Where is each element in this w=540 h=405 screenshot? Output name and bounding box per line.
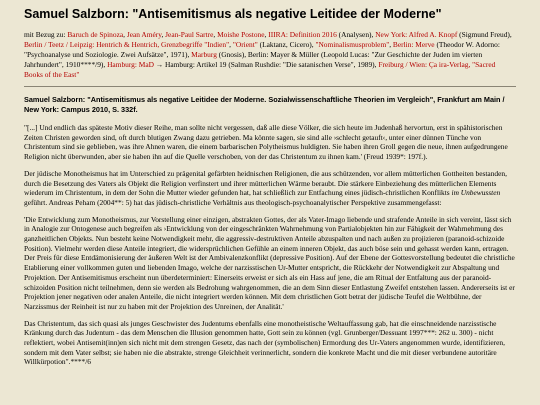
reference-text: mit Bezug zu: (24, 30, 68, 39)
reference-link[interactable]: New York: Alfred A. Knopf (375, 30, 458, 39)
reference-text: → Hamburg: Artikel 19 (Salman Rushdie: "Die satanischen Verse", 1989), (153, 60, 379, 69)
body-paragraph (24, 169, 516, 208)
reference-link[interactable]: Jean Améry (126, 30, 162, 39)
paragraph-text: Das Christentum, das sich quasi als junges Geschwister des Judentums ebenfalls eine monotheistische Weltauffassung gab, hat die einschneidende narzisstische Kränkung durch das Judentum - das dem Menschen die Illusion genommen hatte, Gott sein zu können (vgl. Grunberger/Dessuant 1997***: 262 u. 300) - nicht reflektiert, wobei Antisemit(inn)en sich nicht mit dem strengen Gesetz, das nach der (symbolischen) Ermordung des Ur-Vaters angenommen wurde, identifizieren, sondern mit dem Vater selbst; sie haben nie die abstrakte, strenge Gleichheit verinnerlicht, sondern die konkrete Macht und die mit dieser verbundene autoritäre Willkürpotion".****/6 (24, 318, 505, 367)
italic-text: im Unbewussten (451, 188, 501, 198)
reference-text: , (264, 30, 269, 39)
reference-text: (Analysen), (336, 30, 376, 39)
quote-body (24, 123, 516, 367)
reference-text: (Laktanz, Cicero), (257, 40, 316, 49)
reference-link[interactable]: Berlin / Teetz / Leipzig: Hentrich & Hentrich, Grenzbegriffe "Indien" (24, 40, 230, 49)
reference-link[interactable]: "Orient" (232, 40, 258, 49)
reference-links (24, 30, 516, 80)
body-paragraph (24, 319, 516, 368)
reference-text: , (389, 40, 393, 49)
reference-link[interactable]: Moishe Postone (217, 30, 265, 39)
reference-link[interactable]: Hamburg: MaD (107, 60, 154, 69)
reference-text: , (229, 40, 233, 49)
reference-link[interactable]: Marburg (191, 50, 217, 59)
reference-link[interactable]: Freiburg / Wien: Ça ira-Verlag, "Sacred Books of the East" (24, 60, 496, 79)
paragraph-text: "[...] Und endlich das späteste Motiv dieser Reihe, man sollte nicht vergessen, daß alle diese Völker, die sich heute im Judenhaß hervortun, erst in spähistorischen Zeiten Christen geworden sind, oft durch blutigen Zwang dazu getrieben. Ma könnte sagen, sie sind alle ›schlecht getauft‹, unter einer dünnen Tünche von Christentum sind sie geblieben, was ihre Ahnen waren, die einem barbarischen Polytheismus huldigten. Sie haben ihren Groll gegen die neue, ihnen aufgedrungene Religion nicht überwunden, aber sie haben ihn auf die Quelle verschoben, von der das Christentum zu ihnen kam.' (Freud 1939*: 197f.). (24, 123, 508, 162)
source-citation: Samuel Salzborn: "Antisemitismus als negative Leitidee der Moderne. Sozialwissenschaftliche Theorien im Vergleich", Frankfurt am Main / New York: Campus 2010, S. 332f. (24, 95, 505, 114)
reference-text: (Sigmund Freud), (457, 30, 512, 39)
reference-text: (Gnosis), Berlin: Mayer & Müller (Leopold Lucas: "Zur Geschichte der Juden im vierten Jahrhundert", 1910****/9), (24, 50, 483, 69)
reference-link[interactable]: "Nominalismusproblem" (315, 40, 390, 49)
paragraph-text: geführt. Andreas Peham (2004**: 5) hat das jüdisch-christliche Verhältnis aus theologisch-psychoanalytischer Perspektive zusammengefasst: (24, 197, 442, 207)
paragraph-text: Der jüdische Monotheismus hat im Unterschied zu prägenital gefärbten heidnischen Religionen, die aus schützenden, vor allem mütterlichen Gottheiten bestanden, durch die Besetzung des Vaters als Objekt die Religion verfinstert und ihrer mütterlichen Wärme beraubt. Die stärkere Einbeziehung des mütterlichen Elements wiederum im Christentum, in dem der Sohn die Mutter wieder gefunden hat, hat schließlich zur Entfachung eines jüdisch-christlichen Konflikts (24, 168, 507, 198)
reference-link[interactable]: Jean-Paul Sartre (165, 30, 214, 39)
body-paragraph (24, 123, 516, 162)
divider (24, 86, 516, 87)
paragraph-text: 'Die Entwicklung zum Monotheismus, zur Vorstellung einer einzigen, abstrakten Gottes, der als Vater-Imago liebende und strafende Anteile in sich vereint, lässt sich in Analogie zur Ontogenese auch begreifen als ›Entwicklung von der eingeschränkten Wahrnehmung von Partialobjekten hin zur Fähigkeit der Wahrnehmung des ganzheitlichen Objekts. Nun besteht keine Notwendigkeit mehr, die aggressiv-destruktiven Anteile abzuspalten und nach außen zu projizieren (paranoid-schizoide Position). Vielmehr werden diese Anteile integriert, die widersprüchlichen Gefühle an einem inneren Objekt, das auch böse sein und gehasst werden kann, ertragen. Der Preis für diese Entdämonisierung der äußeren Welt ist der Ambivalenzkonflikt (depressive Position). Auf der Ebene der Gottesvorstellung bedeutet die christliche Etablierung einer vollkommen guten und liebenden Imago, welche der narzisstischen Ur-Mutter entspricht, die Rückkehr der Notwendigkeit zur Abspaltung und Projektion. Der Antisemitismus erscheint nun überdeterminiert: Einerseits erweist er sich als ein Hass auf jene, die am Ritual der Entfaltung aus der paranoid-schizoiden Position nicht teilnehmen, denn sie werden als Bedrohung wahrgenommen, die an dem Sinn dieser Entlastung Zweifel entstehen lassen. Andererseits ist er Projektion jener negativen oder analen Anteile, die nicht integriert werden können. Mit dem christlichen Gott betrat der jüdische Teufel die Weltbühne, der Narzissmus der Reinheit ist nur zu haben mit der Projektion des Unreinen, der Analität.' (24, 214, 515, 311)
reference-link[interactable]: Berlin: Merve (392, 40, 435, 49)
reference-link[interactable]: IIIRA: Definition 2016 (268, 30, 337, 39)
reference-link[interactable]: Baruch de Spinoza (67, 30, 124, 39)
reference-text: , (123, 30, 127, 39)
body-paragraph (24, 215, 516, 312)
reference-text: , (213, 30, 218, 39)
page-title: Samuel Salzborn: "Antisemitismus als negative Leitidee der Moderne" (24, 7, 442, 21)
reference-text: (Theodor W. Adorno: "Psychoanalyse und Soziologie. Zwei Aufsätze", 1971), (24, 40, 500, 59)
reference-text: , (161, 30, 166, 39)
